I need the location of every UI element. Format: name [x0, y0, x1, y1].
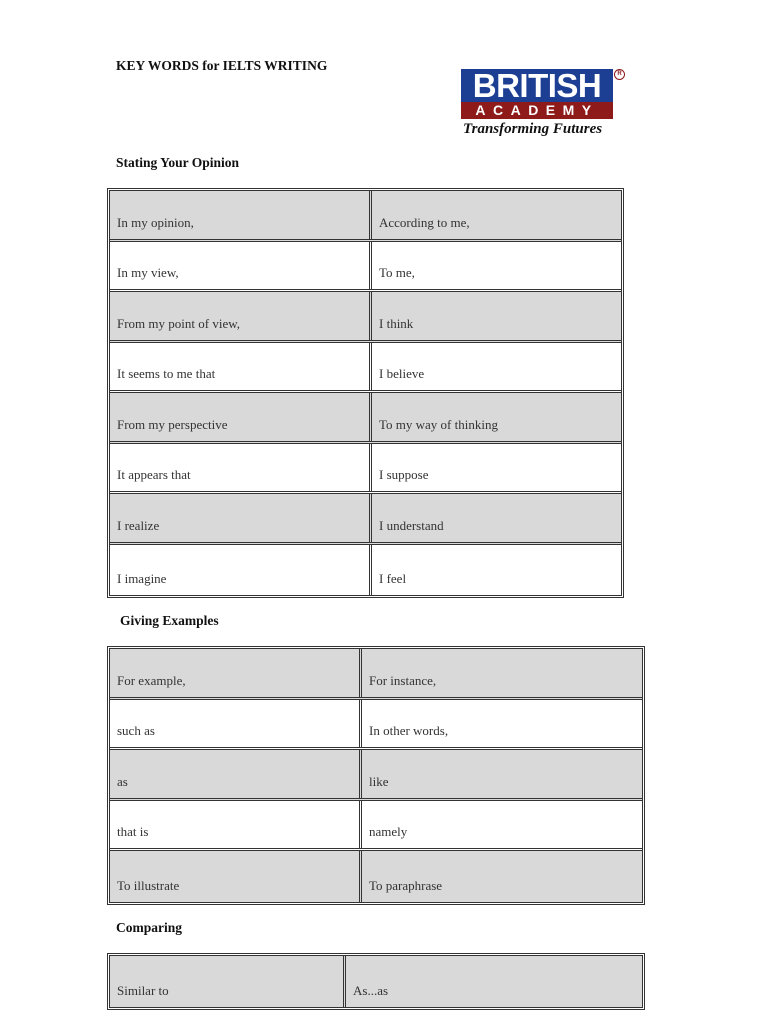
table-cell: I suppose	[379, 467, 429, 482]
table-cell: In other words,	[369, 723, 449, 738]
table-row	[110, 956, 642, 1007]
table-row	[110, 801, 642, 852]
table-row	[110, 851, 642, 902]
table-row	[110, 700, 642, 751]
table-cell: To paraphrase	[369, 877, 443, 893]
table-cell: namely	[369, 824, 408, 839]
document-title: KEY WORDS for IELTS WRITING	[116, 58, 328, 73]
table-row	[110, 292, 621, 343]
table-row	[110, 750, 642, 801]
table-cell: I imagine	[110, 545, 372, 596]
table-row	[110, 242, 621, 293]
table-cell: as	[110, 750, 362, 798]
table-cell: like	[369, 773, 389, 789]
table-row	[110, 494, 621, 545]
table-cell: Similar to	[110, 956, 346, 1007]
table-cell: It appears that	[110, 444, 372, 492]
table-cell: For example,	[110, 649, 362, 697]
table-cell: To my way of thinking	[379, 416, 498, 432]
table-row	[110, 191, 621, 242]
table-cell: I believe	[379, 366, 425, 381]
logo-academy-text: ACADEMY	[461, 102, 613, 119]
section-heading-comparing: Comparing	[116, 920, 183, 935]
table-cell: From my point of view,	[110, 292, 372, 340]
table-cell: I think	[379, 315, 414, 331]
table-row	[110, 649, 642, 700]
table-row	[110, 444, 621, 495]
table-cell: In my view,	[110, 242, 372, 290]
table-cell: From my perspective	[110, 393, 372, 441]
table-cell: To me,	[379, 265, 415, 280]
table-cell: To illustrate	[110, 851, 362, 902]
table-cell: I feel	[379, 571, 407, 586]
section-heading-opinion: Stating Your Opinion	[116, 155, 240, 170]
logo-british-text: BRITISH	[461, 69, 613, 102]
comparing-table	[107, 953, 645, 1010]
table-row	[110, 545, 621, 596]
table-row	[110, 343, 621, 394]
table-cell: such as	[110, 700, 362, 748]
table-cell: I understand	[379, 517, 444, 533]
table-cell: It seems to me that	[110, 343, 372, 391]
opinion-table	[107, 188, 624, 598]
table-cell: For instance,	[369, 672, 437, 688]
section-heading-examples: Giving Examples	[120, 613, 219, 628]
table-cell: According to me,	[379, 214, 470, 230]
british-academy-logo	[461, 69, 626, 141]
examples-table	[107, 646, 645, 905]
logo-tagline: Transforming Futures	[463, 121, 603, 137]
table-cell: In my opinion,	[110, 191, 372, 239]
table-row	[110, 393, 621, 444]
table-cell: I realize	[110, 494, 372, 542]
table-cell: As...as	[353, 982, 389, 998]
table-cell: that is	[110, 801, 362, 849]
registered-mark-icon: R	[614, 69, 625, 80]
